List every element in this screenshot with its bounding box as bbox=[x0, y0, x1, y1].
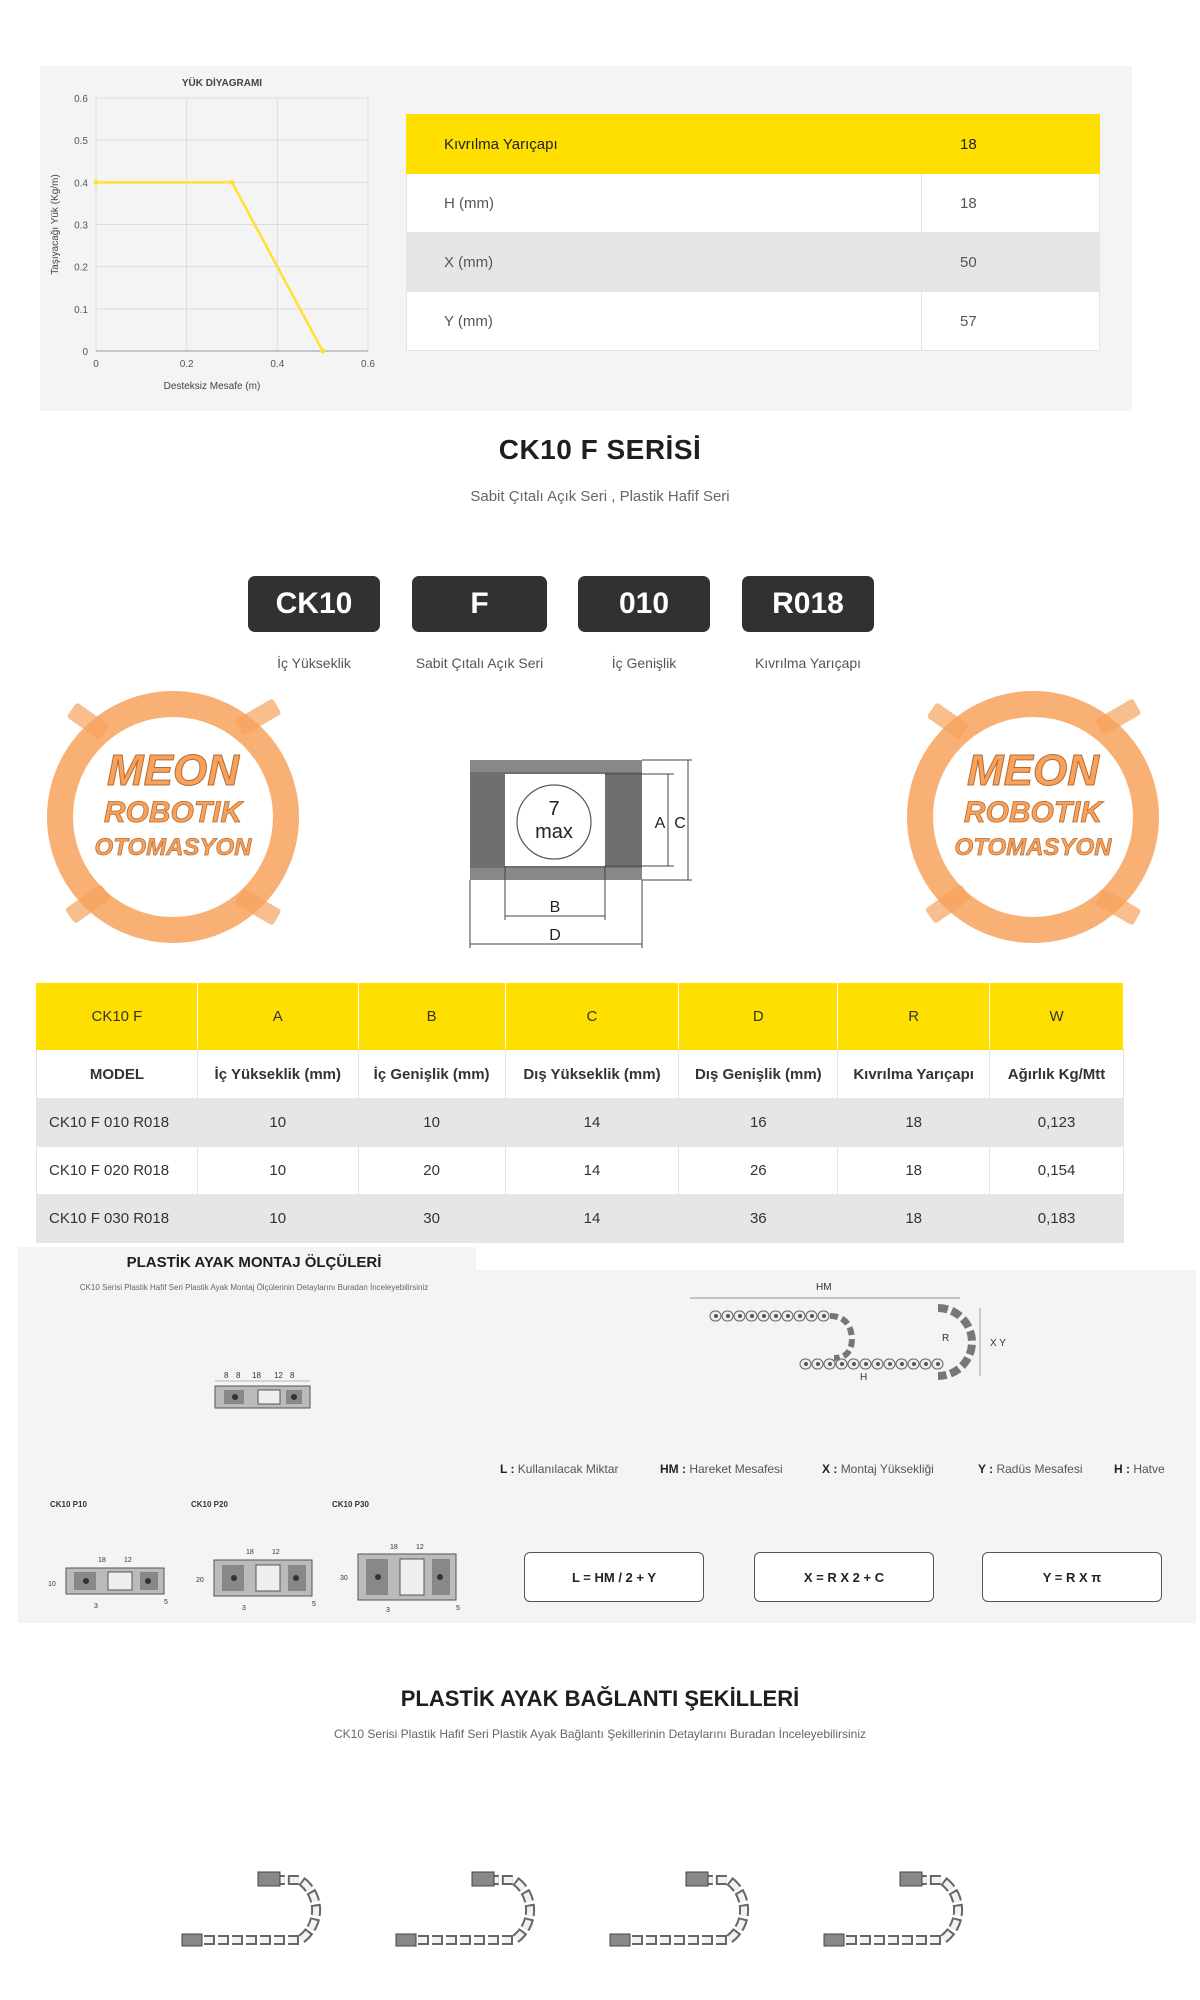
table-header-cell: Dış Genişlik (mm) bbox=[679, 1050, 838, 1099]
code-box-type: F bbox=[412, 576, 547, 632]
chain-top-run bbox=[710, 1311, 829, 1321]
connection-title: PLASTİK AYAK BAĞLANTI ŞEKİLLERİ bbox=[400, 1686, 800, 1711]
spec-value: 18 bbox=[922, 115, 1100, 174]
code-caption: İç Yükseklik bbox=[277, 655, 351, 671]
svg-text:20: 20 bbox=[196, 1577, 204, 1584]
table-header-cell: C bbox=[505, 984, 679, 1050]
y-tick-label: 0.4 bbox=[74, 178, 88, 190]
spec-value: 18 bbox=[922, 174, 1100, 233]
legend-item: HM : Hareket Mesafesi bbox=[660, 1462, 783, 1476]
svg-text:30: 30 bbox=[340, 1575, 348, 1582]
chain-pin bbox=[912, 1362, 916, 1366]
mounting-subtitle: CK10 Serisi Plastik Hafif Seri Plastik Ayak Montaj Ölçülerinin Detaylarını Buradan İnceleyebilirsiniz bbox=[79, 1283, 429, 1292]
table-header-cell: MODEL bbox=[37, 1050, 198, 1099]
table-cell: 14 bbox=[505, 1147, 679, 1195]
table-row bbox=[37, 1195, 1124, 1243]
table-header-cell: R bbox=[838, 984, 990, 1050]
mounting-title: PLASTİK AYAK MONTAJ ÖLÇÜLERİ bbox=[126, 1254, 382, 1271]
connection-drawing bbox=[396, 1872, 530, 1946]
legend-item: H : Hatve bbox=[1114, 1462, 1165, 1476]
logo-text: MEON bbox=[967, 746, 1099, 795]
table-cell: CK10 F 030 R018 bbox=[37, 1195, 198, 1243]
chain-pin bbox=[774, 1314, 778, 1318]
y-tick-label: 0 bbox=[82, 347, 88, 358]
data-point bbox=[230, 180, 235, 185]
svg-text:18: 18 bbox=[98, 1557, 106, 1564]
x-tick-label: 0.4 bbox=[270, 359, 285, 370]
table-header-cell: İç Yükseklik (mm) bbox=[197, 1050, 358, 1099]
y-tick-label: 0.6 bbox=[74, 94, 88, 105]
chart-title: YÜK DİYAGRAMI bbox=[181, 78, 263, 89]
chain-pin bbox=[840, 1362, 844, 1366]
spec-row bbox=[407, 115, 1100, 174]
svg-text:5: 5 bbox=[312, 1601, 316, 1608]
max-label: 7 bbox=[548, 798, 560, 820]
chain-pin bbox=[864, 1362, 868, 1366]
svg-text:8: 8 bbox=[236, 1371, 241, 1380]
table-header-cell: W bbox=[990, 984, 1124, 1050]
spec-label: X (mm) bbox=[407, 233, 922, 292]
chain-pin bbox=[888, 1362, 892, 1366]
connection-drawing bbox=[610, 1872, 744, 1946]
data-point bbox=[320, 349, 325, 354]
table-cell: 10 bbox=[197, 1195, 358, 1243]
svg-text:12: 12 bbox=[416, 1544, 424, 1551]
table-cell: 14 bbox=[505, 1195, 679, 1243]
svg-text:12: 12 bbox=[274, 1371, 283, 1380]
svg-text:18: 18 bbox=[246, 1549, 254, 1556]
part-drawing-p10 bbox=[48, 1552, 178, 1612]
code-box-height: CK10 bbox=[248, 576, 380, 632]
table-cell: CK10 F 020 R018 bbox=[37, 1147, 198, 1195]
spec-label: H (mm) bbox=[407, 174, 922, 233]
table-header-row bbox=[37, 984, 1124, 1050]
table-cell: 26 bbox=[679, 1147, 838, 1195]
chain-pin bbox=[786, 1314, 790, 1318]
svg-text:3: 3 bbox=[386, 1607, 390, 1614]
table-header-cell: A bbox=[197, 984, 358, 1050]
svg-text:12: 12 bbox=[272, 1549, 280, 1556]
meon-logo-right bbox=[906, 690, 1160, 944]
table-header-cell: B bbox=[358, 984, 505, 1050]
meon-logo-left bbox=[46, 690, 300, 944]
svg-text:H: H bbox=[860, 1372, 868, 1383]
legend-item: X : Montaj Yüksekliği bbox=[822, 1462, 934, 1476]
formula-length: L = HM / 2 + Y bbox=[524, 1552, 704, 1602]
spec-row bbox=[407, 174, 1100, 233]
svg-text:X Y: X Y bbox=[990, 1338, 1006, 1349]
y-tick-label: 0.5 bbox=[74, 136, 88, 148]
table-subheader-row bbox=[37, 1050, 1124, 1099]
logo-text: MEON bbox=[107, 746, 239, 795]
table-header-cell: CK10 F bbox=[37, 984, 198, 1050]
code-caption: Sabit Çıtalı Açık Seri bbox=[415, 655, 544, 671]
table-cell: 10 bbox=[197, 1099, 358, 1147]
table-row bbox=[37, 1099, 1124, 1147]
logo-text: ROBOTIK bbox=[963, 796, 1103, 829]
dim-label-b: B bbox=[549, 899, 561, 916]
table-cell: 0,154 bbox=[990, 1147, 1124, 1195]
y-tick-label: 0.1 bbox=[74, 304, 88, 316]
table-cell: 20 bbox=[358, 1147, 505, 1195]
connection-drawing bbox=[824, 1872, 958, 1946]
code-caption: İç Genişlik bbox=[611, 655, 677, 671]
load-diagram-panel bbox=[40, 66, 1132, 411]
spec-label: Y (mm) bbox=[407, 292, 922, 351]
connection-drawing bbox=[182, 1872, 316, 1946]
connection-drawings bbox=[170, 1860, 1030, 1950]
x-tick-label: 0.2 bbox=[179, 359, 194, 370]
table-cell: 10 bbox=[197, 1147, 358, 1195]
spec-value: 50 bbox=[922, 233, 1100, 292]
data-point bbox=[94, 180, 99, 185]
logo-text: OTOMASYON bbox=[954, 834, 1112, 861]
chain-pin bbox=[798, 1314, 802, 1318]
table-header-cell: Ağırlık Kg/Mtt bbox=[990, 1050, 1124, 1099]
dim-label-d: D bbox=[549, 927, 561, 944]
table-header-cell: D bbox=[679, 984, 838, 1050]
spec-row bbox=[407, 233, 1100, 292]
spec-table bbox=[406, 114, 1100, 351]
table-cell: 0,123 bbox=[990, 1099, 1124, 1147]
table-cell: 16 bbox=[679, 1099, 838, 1147]
code-box-width: 010 bbox=[578, 576, 710, 632]
svg-text:3: 3 bbox=[94, 1603, 98, 1610]
svg-text:18: 18 bbox=[390, 1544, 398, 1551]
part-title: CK10 P20 bbox=[191, 1500, 228, 1509]
spec-label: Kıvrılma Yarıçapı bbox=[407, 115, 922, 174]
y-tick-label: 0.2 bbox=[74, 262, 88, 274]
legend-item: L : Kullanılacak Miktar bbox=[500, 1462, 619, 1476]
chain-pin bbox=[924, 1362, 928, 1366]
series-title: CK10 F SERİSİ bbox=[498, 434, 702, 465]
spec-value: 57 bbox=[922, 292, 1100, 351]
table-cell: 10 bbox=[358, 1099, 505, 1147]
svg-text:18: 18 bbox=[252, 1371, 261, 1380]
svg-text:12: 12 bbox=[124, 1557, 132, 1564]
table-header-cell: Dış Yükseklik (mm) bbox=[505, 1050, 679, 1099]
x-tick-label: 0.6 bbox=[361, 359, 375, 370]
dimensions-table bbox=[36, 983, 1124, 1243]
series-subtitle: Sabit Çıtalı Açık Seri , Plastik Hafif Seri bbox=[470, 488, 730, 505]
part-title: CK10 P30 bbox=[332, 1500, 369, 1509]
chain-pin bbox=[828, 1362, 832, 1366]
svg-text:5: 5 bbox=[456, 1605, 460, 1612]
table-cell: 36 bbox=[679, 1195, 838, 1243]
part-drawing-p30 bbox=[340, 1540, 470, 1616]
spec-row bbox=[407, 292, 1100, 351]
table-cell: 18 bbox=[838, 1147, 990, 1195]
chain-pin bbox=[804, 1362, 808, 1366]
svg-text:5: 5 bbox=[164, 1599, 168, 1606]
table-header-cell: İç Genişlik (mm) bbox=[358, 1050, 505, 1099]
chain-pin bbox=[822, 1314, 826, 1318]
dim-label-c: C bbox=[674, 815, 686, 832]
svg-text:8: 8 bbox=[290, 1371, 295, 1380]
part-drawing-p20 bbox=[196, 1544, 326, 1614]
table-cell: 30 bbox=[358, 1195, 505, 1243]
code-caption: Kıvrılma Yarıçapı bbox=[754, 655, 862, 671]
x-axis-label: Desteksiz Mesafe (m) bbox=[163, 381, 261, 392]
table-header-cell: Kıvrılma Yarıçapı bbox=[838, 1050, 990, 1099]
chain-pin bbox=[852, 1362, 856, 1366]
chain-pin bbox=[876, 1362, 880, 1366]
chain-pin bbox=[900, 1362, 904, 1366]
svg-text:3: 3 bbox=[242, 1605, 246, 1612]
chain-bottom-run bbox=[800, 1359, 943, 1369]
load-diagram-chart bbox=[40, 66, 380, 411]
svg-text:HM: HM bbox=[816, 1282, 832, 1293]
formula-radius-distance: Y = R X π bbox=[982, 1552, 1162, 1602]
logo-text: OTOMASYON bbox=[94, 834, 252, 861]
code-box-radius: R018 bbox=[742, 576, 874, 632]
table-cell: 18 bbox=[838, 1099, 990, 1147]
chain-pin bbox=[810, 1314, 814, 1318]
table-row bbox=[37, 1147, 1124, 1195]
table-cell: 18 bbox=[838, 1195, 990, 1243]
x-tick-label: 0 bbox=[93, 359, 99, 370]
chain-pin bbox=[816, 1362, 820, 1366]
chain-diagram bbox=[680, 1276, 1020, 1386]
chain-pin bbox=[714, 1314, 718, 1318]
y-axis-label: Taşıyacağı Yük (Kg/m) bbox=[50, 174, 61, 275]
max-label: max bbox=[535, 821, 573, 843]
legend-item: Y : Radüs Mesafesi bbox=[978, 1462, 1083, 1476]
logo-text: ROBOTIK bbox=[103, 796, 243, 829]
cross-section-diagram bbox=[462, 752, 702, 952]
connection-subtitle: CK10 Serisi Plastik Hafif Seri Plastik Ayak Bağlantı Şekillerinin Detaylarını Buradan İnceleyebilirsiniz bbox=[333, 1727, 867, 1741]
chain-pin bbox=[936, 1362, 940, 1366]
chain-pin bbox=[726, 1314, 730, 1318]
table-cell: 0,183 bbox=[990, 1195, 1124, 1243]
svg-text:8: 8 bbox=[224, 1371, 229, 1380]
chain-pin bbox=[762, 1314, 766, 1318]
chain-pin bbox=[750, 1314, 754, 1318]
svg-text:10: 10 bbox=[48, 1581, 56, 1588]
svg-text:R: R bbox=[942, 1333, 950, 1344]
y-tick-label: 0.3 bbox=[74, 220, 88, 232]
bracket-drawing bbox=[190, 1368, 320, 1418]
formula-mount-height: X = R X 2 + C bbox=[754, 1552, 934, 1602]
table-cell: 14 bbox=[505, 1099, 679, 1147]
part-title: CK10 P10 bbox=[50, 1500, 87, 1509]
table-cell: CK10 F 010 R018 bbox=[37, 1099, 198, 1147]
dim-label-a: A bbox=[654, 815, 666, 832]
chain-pin bbox=[738, 1314, 742, 1318]
